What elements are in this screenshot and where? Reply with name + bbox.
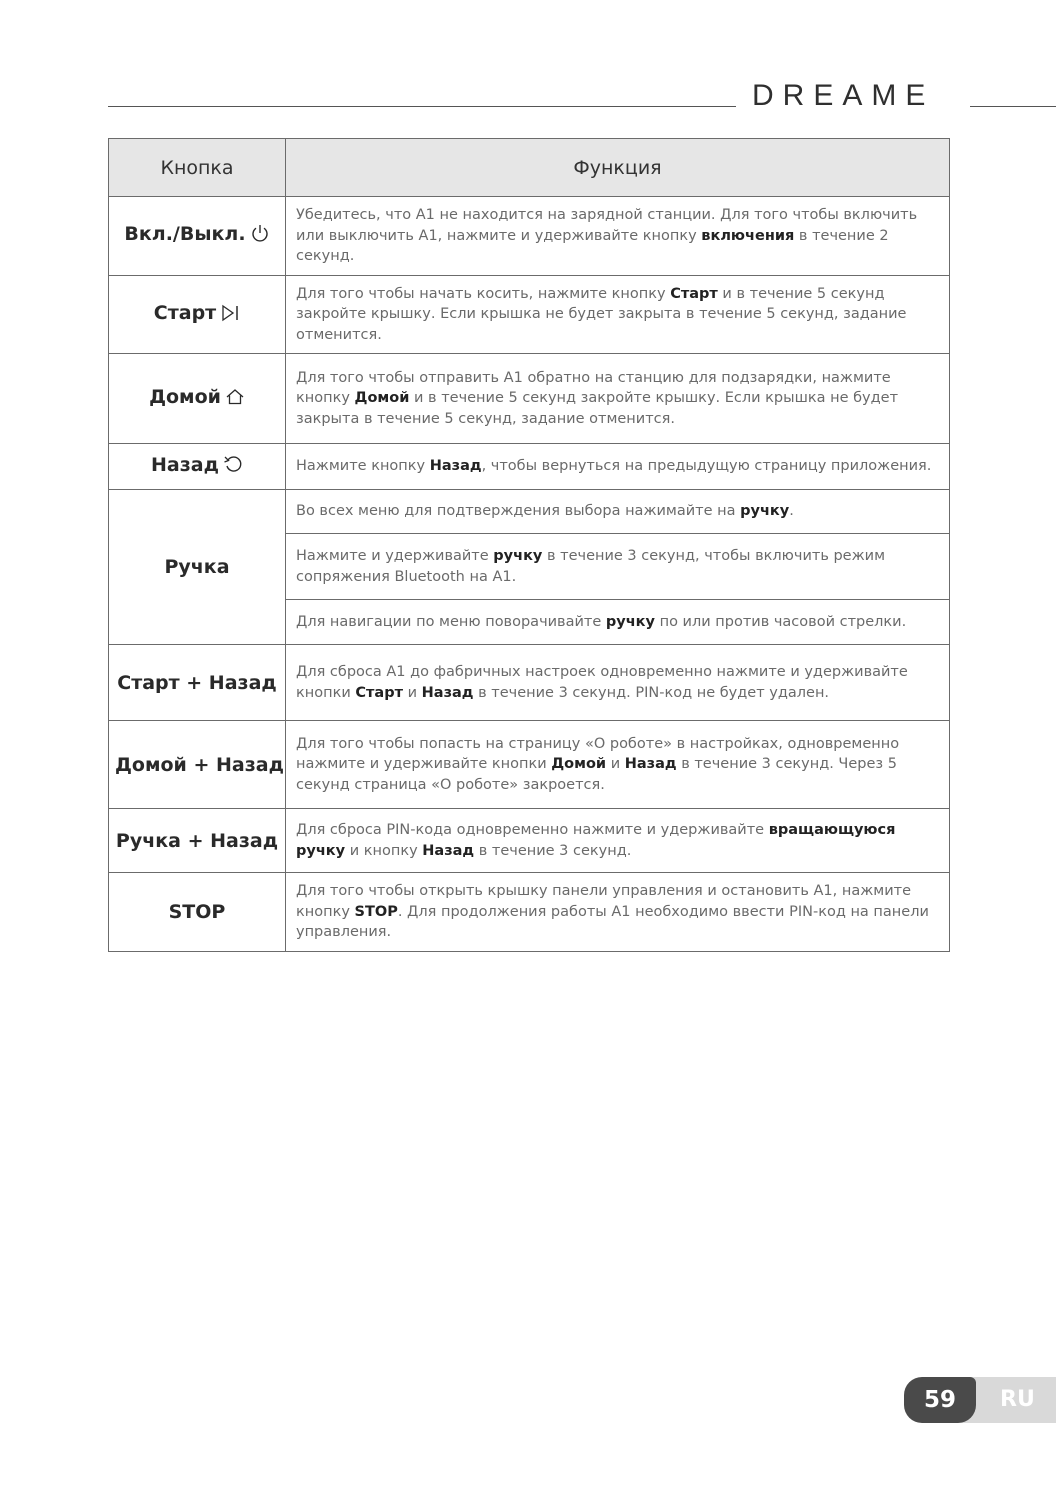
function-description [286, 873, 950, 952]
description-text: в течение 2 секунд. [296, 227, 889, 264]
description-text: Для сброса A1 до фабричных настроек одновременно нажмите и удерживайте кнопки [296, 664, 908, 701]
power-icon [250, 223, 270, 248]
table-row [109, 645, 950, 721]
description-text: Для того чтобы открыть крышку панели управления и остановить A1, нажмите кнопку [296, 883, 912, 920]
emphasis-text: ручку [605, 613, 655, 630]
description-text: Для того чтобы начать косить, нажмите кнопку [296, 285, 671, 302]
emphasis-text: ручку [493, 548, 543, 564]
button-name: Назад [151, 454, 219, 476]
button-name-cell [109, 354, 286, 444]
emphasis-text: включения [701, 227, 795, 244]
description-text: . [789, 503, 794, 520]
description-text: Нажмите и удерживайте [296, 548, 494, 564]
button-name: STOP [168, 900, 226, 923]
button-name-cell [109, 809, 286, 873]
emphasis-text: ручку [740, 503, 790, 520]
column-header-function: Функция [286, 139, 950, 197]
emphasis-text: STOP [354, 903, 398, 920]
back-icon [223, 454, 243, 479]
emphasis-text: Старт [670, 285, 718, 302]
function-description [286, 534, 950, 600]
page-footer [904, 1377, 1056, 1423]
button-name-cell [109, 721, 286, 809]
table-row [109, 197, 950, 276]
emphasis-text: Назад [429, 458, 482, 475]
brand-logo: DREAME [752, 79, 935, 112]
description-text: в течение 3 секунд, чтобы включить режим сопряжения Bluetooth на A1. [296, 548, 886, 585]
language-code: RU [1000, 1387, 1035, 1412]
emphasis-text: Назад [624, 756, 677, 773]
function-description [286, 600, 950, 645]
button-name: Вкл./Выкл. [124, 223, 246, 246]
description-text: в течение 3 секунд. Через 5 секунд страница «О роботе» закроется. [296, 756, 897, 793]
description-text: в течение 3 секунд. [474, 842, 632, 859]
button-name-cell [109, 275, 286, 354]
description-text: и кнопку [345, 842, 423, 859]
description-text: и в течение 5 секунд закройте крышку. Если крышка не будет закрыта в течение 5 секунд, задание отменится. [296, 285, 907, 343]
function-description [286, 490, 950, 534]
description-text: . Для продолжения работы A1 необходимо ввести PIN-код на панели управления. [296, 903, 929, 940]
emphasis-text: Домой [354, 390, 410, 407]
emphasis-text: Старт [355, 684, 404, 701]
play-pause-icon [220, 304, 240, 327]
description-text: Для навигации по меню поворачивайте [296, 613, 606, 630]
button-name-cell [109, 197, 286, 276]
function-description [286, 197, 950, 276]
table-row [109, 873, 950, 952]
description-text: Нажмите кнопку [296, 458, 430, 475]
button-function-table [108, 138, 950, 952]
emphasis-text: Назад [422, 842, 475, 859]
button-name: Домой + Назад [115, 753, 284, 776]
button-name: Ручка [164, 556, 230, 578]
description-text: Для того чтобы попасть на страницу «О роботе» в настройках, одновременно нажмите и удерживайте кнопки [296, 735, 900, 773]
table-header-row [109, 139, 950, 197]
button-name: Ручка + Назад [115, 829, 279, 852]
table-row [109, 444, 950, 490]
button-name-cell [109, 873, 286, 952]
description-text: Убедитесь, что A1 не находится на зарядной станции. Для того чтобы включить или выключить A1, нажмите и удерживайте кнопку [296, 207, 918, 244]
function-description [286, 354, 950, 444]
description-text: и [606, 756, 625, 773]
function-description [286, 645, 950, 721]
description-text: , чтобы вернуться на предыдущую страницу приложения. [481, 458, 932, 475]
button-name: Старт [153, 301, 217, 324]
description-text: Для сброса PIN-кода одновременно нажмите и удерживайте [296, 822, 769, 838]
table-row [109, 721, 950, 809]
function-description [286, 809, 950, 873]
button-name: Домой [149, 386, 221, 408]
table-row [109, 275, 950, 354]
function-description [286, 275, 950, 354]
table-row [109, 354, 950, 444]
home-icon [225, 388, 245, 411]
function-description [286, 721, 950, 809]
button-name-cell [109, 490, 286, 645]
header-rule-left [108, 106, 736, 107]
description-text: и [403, 684, 422, 701]
button-name: Старт + Назад [117, 671, 277, 694]
page-number: 59 [904, 1377, 976, 1423]
emphasis-text: Назад [421, 684, 474, 701]
button-name-cell [109, 645, 286, 721]
header-rule-right [970, 106, 1056, 107]
emphasis-text: Домой [551, 756, 607, 773]
table-body [109, 197, 950, 952]
description-text: по или против часовой стрелки. [654, 613, 907, 630]
description-text: Во всех меню для подтверждения выбора нажимайте на [296, 503, 741, 520]
column-header-button: Кнопка [109, 139, 286, 197]
table-row [109, 490, 950, 534]
description-text: в течение 3 секунд. PIN-код не будет удален. [473, 684, 830, 701]
table-row [109, 809, 950, 873]
description-text: Для того чтобы отправить A1 обратно на станцию для подзарядки, нажмите кнопку [296, 369, 891, 407]
button-name-cell [109, 444, 286, 490]
description-text: и в течение 5 секунд закройте крышку. Если крышка не будет закрыта в течение 5 секунд, задание отменится. [296, 390, 899, 427]
emphasis-text: вращающуюся ручку [296, 822, 896, 859]
function-description [286, 444, 950, 490]
